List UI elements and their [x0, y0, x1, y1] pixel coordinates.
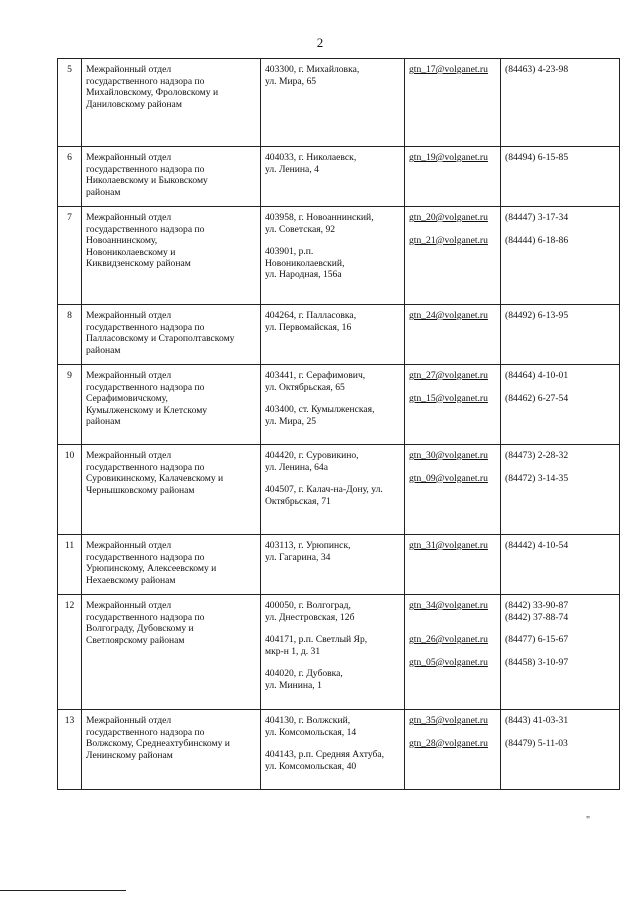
department-name-line: Межрайонный отдел — [86, 600, 172, 611]
address-line: 403441, г. Серафимович, — [265, 370, 366, 381]
row-number: 8 — [58, 305, 82, 365]
department-name-line: районам — [86, 416, 121, 428]
phone-cell — [501, 59, 620, 147]
address-line: 404264, г. Палласовка, — [265, 310, 357, 321]
address-line: ул. Первомайская, 16 — [265, 321, 352, 333]
phone-cell — [501, 365, 620, 445]
department-name-line: Межрайонный отдел — [86, 152, 172, 163]
address-line: мкр-н 1, д. 31 — [265, 645, 321, 657]
address-cell — [261, 710, 405, 790]
address-line: ул. Народная, 156а — [265, 269, 342, 281]
address-block — [265, 484, 400, 507]
department-name-line: Михайловскому, Фроловскому и — [86, 87, 219, 99]
email-link[interactable]: gtn_15@volganet.ru — [409, 392, 488, 404]
address-line: ул. Гагарина, 34 — [265, 551, 331, 563]
address-line: ул. Мира, 65 — [265, 75, 317, 87]
phone-block — [505, 370, 615, 382]
email-block — [409, 657, 496, 669]
department-name-line: государственного надзора по — [86, 223, 205, 235]
address-block — [265, 64, 400, 87]
phone-block — [505, 152, 615, 164]
department-name — [82, 445, 261, 535]
email-cell — [405, 535, 501, 595]
page-number: 2 — [316, 35, 324, 50]
department-name — [82, 59, 261, 147]
address-block — [265, 715, 400, 738]
address-line: 400050, г. Волгоград, — [265, 600, 351, 611]
email-cell — [405, 365, 501, 445]
department-name-line: Межрайонный отдел — [86, 370, 172, 381]
department-name-line: Волгограду, Дубовскому и — [86, 623, 194, 635]
address-cell — [261, 365, 405, 445]
phone-block — [505, 473, 615, 485]
phone-block — [505, 235, 615, 247]
phone-number: (84447) 3-17-34 — [505, 212, 569, 223]
department-name-line: государственного надзора по — [86, 75, 205, 87]
email-link[interactable]: gtn_17@volganet.ru — [409, 64, 488, 75]
address-line: ул. Минина, 1 — [265, 679, 322, 691]
address-line: ул. Комсомольская, 14 — [265, 726, 357, 738]
address-line: 404420, г. Суровикино, — [265, 450, 359, 461]
address-line: 403400, ст. Кумылженская, — [265, 404, 375, 416]
department-name-line: государственного надзора по — [86, 726, 205, 738]
row-number: 10 — [58, 445, 82, 535]
email-block — [409, 212, 496, 224]
phone-block — [505, 310, 615, 322]
email-block — [409, 393, 496, 405]
email-link[interactable]: gtn_31@volganet.ru — [409, 540, 488, 551]
email-link[interactable]: gtn_26@volganet.ru — [409, 634, 488, 646]
email-cell — [405, 305, 501, 365]
email-block — [409, 715, 496, 727]
department-name-line: Даниловскому районам — [86, 98, 182, 110]
address-block — [265, 749, 400, 772]
address-line: ул. Ленина, 4 — [265, 163, 319, 175]
phone-block — [505, 715, 615, 727]
phone-block — [505, 738, 615, 750]
address-line: 404507, г. Калач-на-Дону, ул. — [265, 484, 383, 496]
phone-number: (8442) 33-90-87 — [505, 600, 569, 611]
department-name-line: Новоаннинскому, — [86, 235, 158, 247]
row-number: 7 — [58, 207, 82, 305]
department-name-line: Чернышковскому районам — [86, 484, 195, 496]
phone-cell — [501, 445, 620, 535]
address-line: 404033, г. Николаевск, — [265, 152, 357, 163]
email-link[interactable]: gtn_30@volganet.ru — [409, 450, 488, 461]
email-link[interactable]: gtn_21@volganet.ru — [409, 234, 488, 246]
address-cell — [261, 147, 405, 207]
address-line: 403113, г. Урюпинск, — [265, 540, 351, 551]
email-block — [409, 310, 496, 322]
address-line: ул. Октябрьская, 65 — [265, 381, 345, 393]
address-line: ул. Мира, 25 — [265, 415, 317, 427]
address-line: ул. Советская, 92 — [265, 223, 336, 235]
address-block — [265, 246, 400, 281]
email-cell — [405, 445, 501, 535]
department-name — [82, 147, 261, 207]
department-name — [82, 305, 261, 365]
phone-cell — [501, 710, 620, 790]
phone-number: (84492) 6-13-95 — [505, 310, 569, 321]
department-name-line: Нехаевскому районам — [86, 574, 176, 586]
footnote-divider — [0, 890, 126, 891]
phone-number: (84472) 3-14-35 — [505, 472, 569, 484]
row-number: 13 — [58, 710, 82, 790]
row-number: 5 — [58, 59, 82, 147]
phone-cell — [501, 595, 620, 710]
email-cell — [405, 595, 501, 710]
phone-number: (84444) 6-18-86 — [505, 234, 569, 246]
address-cell — [261, 305, 405, 365]
phone-number: (84458) 3-10-97 — [505, 656, 569, 668]
email-link[interactable]: gtn_28@volganet.ru — [409, 737, 488, 749]
department-name-line: государственного надзора по — [86, 163, 205, 175]
phone-number: (84473) 2-28-32 — [505, 450, 569, 461]
address-line: 404130, г. Волжский, — [265, 715, 351, 726]
email-block — [409, 370, 496, 382]
address-line: Новониколаевский, — [265, 257, 345, 269]
phone-number: (84464) 4-10-01 — [505, 370, 569, 381]
department-name-line: Киквидзенскому районам — [86, 258, 191, 270]
phone-block — [505, 393, 615, 405]
department-name-line: Волжскому, Среднеахтубинскому и — [86, 738, 230, 750]
phone-block — [505, 657, 615, 669]
address-cell — [261, 207, 405, 305]
table-row — [58, 595, 620, 710]
department-name-line: Межрайонный отдел — [86, 715, 172, 726]
email-link[interactable]: gtn_05@volganet.ru — [409, 656, 488, 668]
phone-cell — [501, 305, 620, 365]
email-link[interactable]: gtn_24@volganet.ru — [409, 310, 488, 321]
phone-cell — [501, 207, 620, 305]
address-line: 404143, р.п. Средняя Ахтуба, — [265, 749, 385, 761]
department-name-line: Межрайонный отдел — [86, 64, 172, 75]
row-number: 12 — [58, 595, 82, 710]
table-row — [58, 147, 620, 207]
address-block — [265, 212, 400, 235]
department-name-line: Межрайонный отдел — [86, 310, 172, 321]
department-name-line: районам — [86, 344, 121, 356]
table-row — [58, 59, 620, 147]
address-line: 404020, г. Дубовка, — [265, 668, 343, 680]
email-block — [409, 473, 496, 485]
address-cell — [261, 59, 405, 147]
email-cell — [405, 710, 501, 790]
department-name-line: государственного надзора по — [86, 321, 205, 333]
email-block — [409, 738, 496, 750]
email-block — [409, 235, 496, 247]
address-block — [265, 310, 400, 333]
department-name-line: Межрайонный отдел — [86, 450, 172, 461]
department-name-line: Межрайонный отдел — [86, 540, 172, 551]
address-cell — [261, 445, 405, 535]
phone-block — [505, 634, 615, 646]
address-line: 403300, г. Михайловка, — [265, 64, 360, 75]
table-row — [58, 365, 620, 445]
department-name-line: государственного надзора по — [86, 461, 205, 473]
table-row — [58, 535, 620, 595]
phone-number: (84479) 5-11-03 — [505, 737, 568, 749]
phone-number: (8442) 37-88-74 — [505, 611, 569, 623]
address-block — [265, 634, 400, 657]
department-name — [82, 535, 261, 595]
margin-mark: " — [586, 815, 591, 826]
email-link[interactable]: gtn_35@volganet.ru — [409, 715, 488, 726]
phone-block — [505, 600, 615, 623]
address-cell — [261, 595, 405, 710]
phone-number: (84494) 6-15-85 — [505, 152, 569, 163]
email-link[interactable]: gtn_34@volganet.ru — [409, 600, 488, 611]
department-name — [82, 207, 261, 305]
department-name-line: Межрайонный отдел — [86, 212, 172, 223]
email-link[interactable]: gtn_19@volganet.ru — [409, 152, 488, 163]
email-block — [409, 64, 496, 76]
table-row — [58, 710, 620, 790]
department-name-line: государственного надзора по — [86, 611, 205, 623]
address-block — [265, 540, 400, 563]
email-cell — [405, 59, 501, 147]
phone-block — [505, 540, 615, 552]
table-row — [58, 445, 620, 535]
department-name-line: Новониколаевскому и — [86, 246, 176, 258]
email-block — [409, 450, 496, 462]
phone-number: (84442) 4-10-54 — [505, 540, 569, 551]
department-name-line: Ленинскому районам — [86, 749, 173, 761]
row-number: 6 — [58, 147, 82, 207]
row-number: 9 — [58, 365, 82, 445]
address-cell — [261, 535, 405, 595]
email-cell — [405, 207, 501, 305]
email-block — [409, 634, 496, 646]
phone-block — [505, 212, 615, 224]
address-block — [265, 370, 400, 393]
address-line: 403901, р.п. — [265, 246, 314, 258]
email-block — [409, 540, 496, 552]
department-name-line: государственного надзора по — [86, 551, 205, 563]
department-name-line: Суровикинскому, Калачевскому и — [86, 473, 224, 485]
phone-number: (84477) 6-15-67 — [505, 634, 569, 646]
address-block — [265, 404, 400, 427]
department-name-line: Серафимовичскому, — [86, 393, 168, 405]
email-link[interactable]: gtn_09@volganet.ru — [409, 472, 488, 484]
address-line: ул. Ленина, 64а — [265, 461, 328, 473]
department-name-line: Кумылженскому и Клетскому — [86, 404, 208, 416]
department-name-line: государственного надзора по — [86, 381, 205, 393]
department-name-line: Николаевскому и Быковскому — [86, 175, 208, 187]
phone-number: (84462) 6-27-54 — [505, 392, 569, 404]
table-row — [58, 207, 620, 305]
row-number: 11 — [58, 535, 82, 595]
department-name — [82, 710, 261, 790]
department-name-line: районам — [86, 186, 121, 198]
department-name-line: Урюпинскому, Алексеевскому и — [86, 563, 217, 575]
address-block — [265, 668, 400, 691]
email-cell — [405, 147, 501, 207]
address-block — [265, 450, 400, 473]
phone-number: (8443) 41-03-31 — [505, 715, 569, 726]
address-line: ул. Комсомольская, 40 — [265, 760, 357, 772]
phone-block — [505, 450, 615, 462]
address-line: Октябрьская, 71 — [265, 495, 331, 507]
address-line: 404171, р.п. Светлый Яр, — [265, 634, 368, 646]
department-name — [82, 365, 261, 445]
email-block — [409, 600, 496, 623]
email-link[interactable]: gtn_27@volganet.ru — [409, 370, 488, 381]
phone-block — [505, 64, 615, 76]
phone-number: (84463) 4-23-98 — [505, 64, 569, 75]
email-block — [409, 152, 496, 164]
email-link[interactable]: gtn_20@volganet.ru — [409, 212, 488, 223]
department-name-line: Палласовскому и Старополтавскому — [86, 333, 235, 345]
phone-cell — [501, 535, 620, 595]
department-name — [82, 595, 261, 710]
address-block — [265, 152, 400, 175]
address-line: 403958, г. Новоаннинский, — [265, 212, 374, 223]
table-row — [58, 305, 620, 365]
departments-table — [57, 58, 620, 790]
department-name-line: Светлоярскому районам — [86, 634, 185, 646]
address-block — [265, 600, 400, 623]
address-line: ул. Днестровская, 12б — [265, 611, 355, 623]
phone-cell — [501, 147, 620, 207]
